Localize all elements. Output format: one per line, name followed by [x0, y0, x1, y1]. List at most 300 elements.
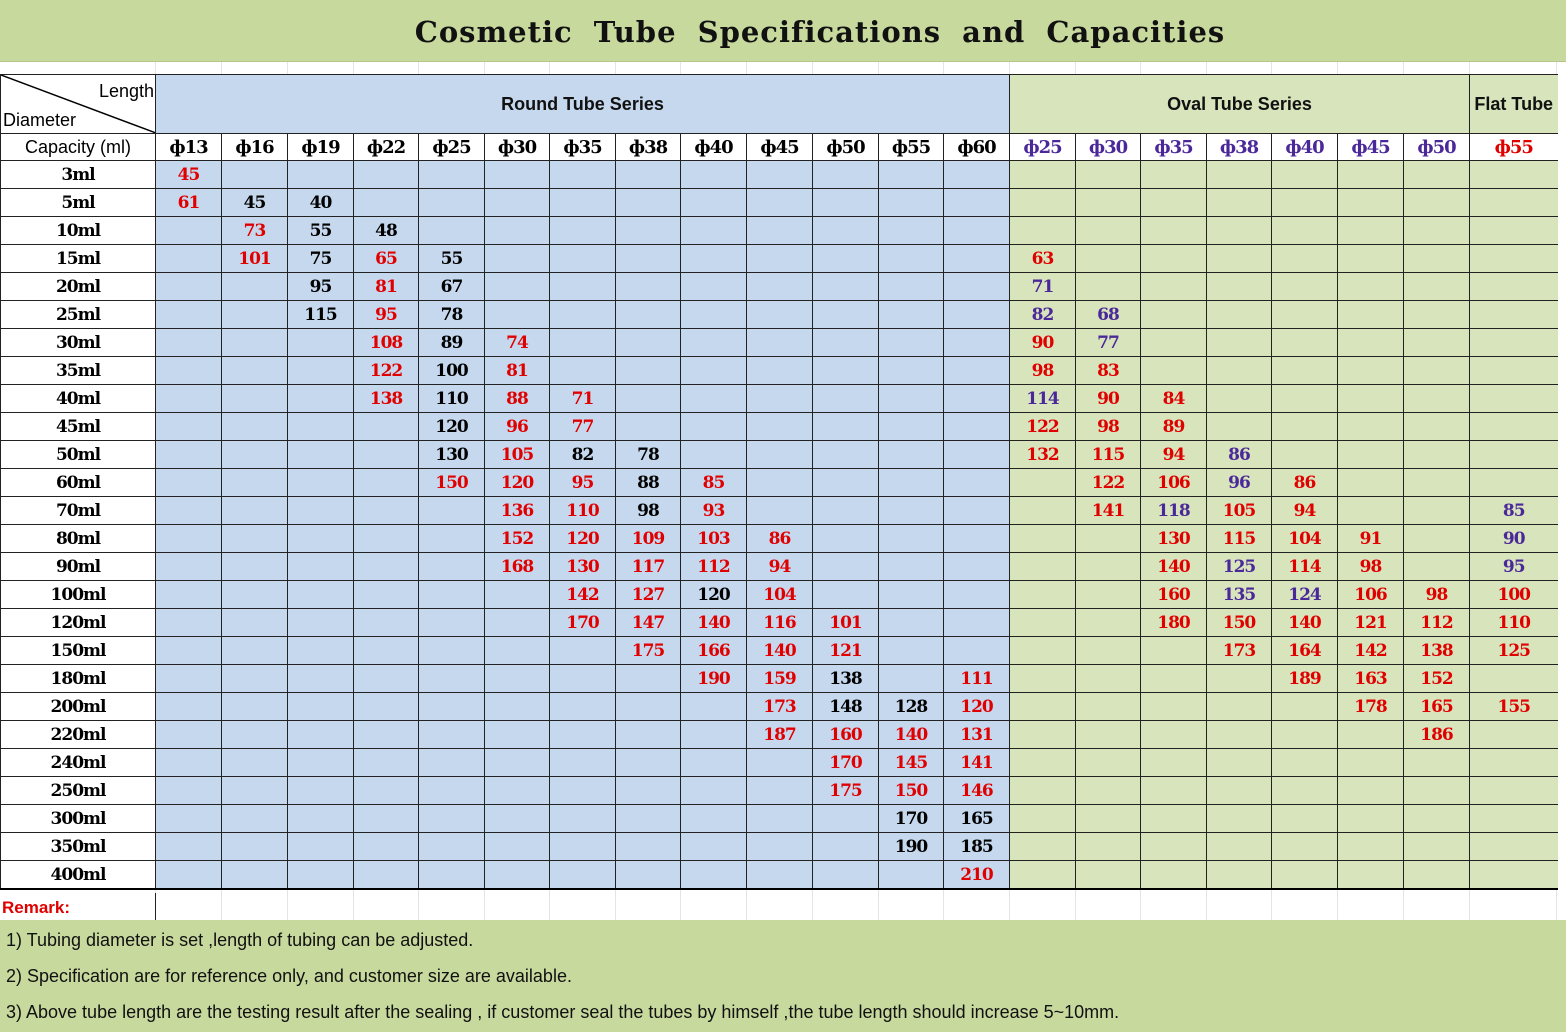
- round-length-cell: [681, 161, 747, 189]
- oval-length-cell: [1076, 805, 1141, 833]
- table-row: [1, 329, 1558, 357]
- oval-length-cell: [1141, 273, 1207, 301]
- round-length-cell: 88: [485, 385, 550, 413]
- flat-length-cell: 110: [1470, 609, 1558, 637]
- title-bar: [0, 0, 1566, 62]
- round-length-cell: [747, 861, 813, 890]
- oval-length-cell: [1076, 861, 1141, 890]
- oval-length-cell: [1338, 273, 1404, 301]
- flat-length-cell: [1470, 805, 1558, 833]
- round-length-cell: 111: [944, 665, 1010, 693]
- round-length-cell: [550, 665, 616, 693]
- round-length-cell: 85: [681, 469, 747, 497]
- oval-length-cell: [1207, 721, 1272, 749]
- round-length-cell: [879, 273, 944, 301]
- round-length-cell: [944, 273, 1010, 301]
- round-length-cell: 109: [616, 525, 681, 553]
- round-length-cell: [354, 469, 419, 497]
- flat-length-cell: [1470, 665, 1558, 693]
- round-length-cell: [944, 637, 1010, 665]
- oval-length-cell: [1141, 721, 1207, 749]
- round-length-cell: 122: [354, 357, 419, 385]
- round-length-cell: [813, 357, 879, 385]
- round-length-cell: [681, 721, 747, 749]
- round-length-cell: [944, 609, 1010, 637]
- round-length-cell: [354, 609, 419, 637]
- oval-length-cell: [1076, 637, 1141, 665]
- oval-length-cell: 90: [1076, 385, 1141, 413]
- oval-diameter-header: ф40: [1272, 134, 1338, 161]
- table-row: [1, 609, 1558, 637]
- oval-length-cell: 138: [1404, 637, 1470, 665]
- round-length-cell: [222, 553, 288, 581]
- round-length-cell: 120: [550, 525, 616, 553]
- flat-diameter-header: ф55: [1470, 134, 1558, 161]
- oval-length-cell: [1076, 217, 1141, 245]
- round-length-cell: [156, 861, 222, 890]
- round-length-cell: 115: [288, 301, 354, 329]
- oval-length-cell: 114: [1272, 553, 1338, 581]
- round-length-cell: [879, 329, 944, 357]
- round-length-cell: [813, 161, 879, 189]
- round-length-cell: 108: [354, 329, 419, 357]
- round-length-cell: [485, 273, 550, 301]
- round-length-cell: 45: [222, 189, 288, 217]
- table-row: [1, 749, 1558, 777]
- round-length-cell: 40: [288, 189, 354, 217]
- round-length-cell: [879, 301, 944, 329]
- oval-length-cell: 186: [1404, 721, 1470, 749]
- oval-length-cell: [1272, 189, 1338, 217]
- capacity-cell: 10ml: [1, 217, 156, 245]
- oval-length-cell: [1141, 665, 1207, 693]
- round-length-cell: [222, 581, 288, 609]
- oval-length-cell: [1010, 553, 1076, 581]
- capacity-cell: 90ml: [1, 553, 156, 581]
- round-length-cell: [485, 189, 550, 217]
- round-length-cell: [419, 721, 485, 749]
- oval-length-cell: 63: [1010, 245, 1076, 273]
- oval-length-cell: [1076, 161, 1141, 189]
- round-length-cell: [156, 609, 222, 637]
- round-length-cell: [288, 525, 354, 553]
- round-length-cell: [354, 441, 419, 469]
- round-length-cell: [485, 245, 550, 273]
- round-length-cell: 65: [354, 245, 419, 273]
- round-length-cell: [879, 245, 944, 273]
- oval-length-cell: [1207, 273, 1272, 301]
- round-length-cell: [550, 329, 616, 357]
- oval-length-cell: [1141, 189, 1207, 217]
- round-length-cell: 78: [616, 441, 681, 469]
- round-length-cell: 120: [681, 581, 747, 609]
- round-length-cell: 55: [419, 245, 485, 273]
- capacity-cell: 35ml: [1, 357, 156, 385]
- round-length-cell: [354, 805, 419, 833]
- round-length-cell: [747, 273, 813, 301]
- oval-length-cell: 189: [1272, 665, 1338, 693]
- round-length-cell: [879, 385, 944, 413]
- round-length-cell: [616, 329, 681, 357]
- table-row: [1, 245, 1558, 273]
- round-length-cell: [288, 357, 354, 385]
- oval-length-cell: [1338, 777, 1404, 805]
- round-length-cell: [354, 413, 419, 441]
- round-diameter-header: ф16: [222, 134, 288, 161]
- capacity-cell: 3ml: [1, 161, 156, 189]
- round-length-cell: [616, 273, 681, 301]
- oval-length-cell: 96: [1207, 469, 1272, 497]
- round-length-cell: 175: [813, 777, 879, 805]
- round-length-cell: 96: [485, 413, 550, 441]
- capacity-cell: 45ml: [1, 413, 156, 441]
- round-length-cell: [747, 805, 813, 833]
- round-length-cell: [354, 581, 419, 609]
- round-diameter-header: ф22: [354, 134, 419, 161]
- round-length-cell: [222, 665, 288, 693]
- round-length-cell: [944, 217, 1010, 245]
- round-length-cell: 130: [550, 553, 616, 581]
- oval-length-cell: [1404, 273, 1470, 301]
- round-length-cell: [485, 861, 550, 890]
- table-row: [1, 721, 1558, 749]
- round-length-cell: [485, 581, 550, 609]
- oval-length-cell: [1404, 189, 1470, 217]
- oval-length-cell: [1207, 329, 1272, 357]
- round-diameter-header: ф55: [879, 134, 944, 161]
- round-length-cell: [616, 833, 681, 861]
- table-row: [1, 189, 1558, 217]
- round-length-cell: [222, 301, 288, 329]
- round-length-cell: [879, 497, 944, 525]
- oval-length-cell: [1076, 665, 1141, 693]
- flat-length-cell: [1470, 385, 1558, 413]
- oval-length-cell: [1272, 441, 1338, 469]
- oval-length-cell: 112: [1404, 609, 1470, 637]
- round-length-cell: [419, 749, 485, 777]
- round-length-cell: [813, 861, 879, 890]
- oval-length-cell: 152: [1404, 665, 1470, 693]
- round-length-cell: 140: [681, 609, 747, 637]
- round-length-cell: [944, 329, 1010, 357]
- oval-length-cell: [1338, 861, 1404, 890]
- round-length-cell: 150: [419, 469, 485, 497]
- oval-length-cell: [1404, 861, 1470, 890]
- round-length-cell: [419, 665, 485, 693]
- oval-length-cell: [1010, 217, 1076, 245]
- capacity-cell: 180ml: [1, 665, 156, 693]
- round-length-cell: [747, 189, 813, 217]
- round-length-cell: [419, 497, 485, 525]
- round-length-cell: 81: [485, 357, 550, 385]
- oval-length-cell: [1404, 469, 1470, 497]
- round-length-cell: [222, 833, 288, 861]
- oval-length-cell: [1338, 441, 1404, 469]
- oval-length-cell: [1141, 833, 1207, 861]
- oval-length-cell: 105: [1207, 497, 1272, 525]
- round-diameter-header: ф19: [288, 134, 354, 161]
- round-length-cell: [879, 441, 944, 469]
- round-length-cell: 117: [616, 553, 681, 581]
- oval-length-cell: [1207, 245, 1272, 273]
- oval-length-cell: [1076, 693, 1141, 721]
- round-length-cell: [156, 385, 222, 413]
- capacity-cell: 70ml: [1, 497, 156, 525]
- table-row: [1, 217, 1558, 245]
- round-length-cell: [485, 637, 550, 665]
- oval-length-cell: [1141, 329, 1207, 357]
- round-length-cell: 142: [550, 581, 616, 609]
- oval-length-cell: [1272, 413, 1338, 441]
- round-length-cell: [288, 441, 354, 469]
- round-length-cell: [813, 385, 879, 413]
- round-length-cell: [485, 665, 550, 693]
- round-length-cell: [485, 161, 550, 189]
- round-length-cell: [288, 777, 354, 805]
- oval-length-cell: [1272, 693, 1338, 721]
- round-series-header: Round Tube Series: [156, 75, 1010, 134]
- oval-diameter-header: ф50: [1404, 134, 1470, 161]
- oval-length-cell: [1141, 805, 1207, 833]
- oval-length-cell: [1010, 609, 1076, 637]
- oval-length-cell: [1404, 525, 1470, 553]
- oval-length-cell: 104: [1272, 525, 1338, 553]
- round-length-cell: [616, 805, 681, 833]
- round-length-cell: [354, 553, 419, 581]
- table-row: [1, 273, 1558, 301]
- round-length-cell: [616, 693, 681, 721]
- flat-length-cell: [1470, 469, 1558, 497]
- round-length-cell: 86: [747, 525, 813, 553]
- round-diameter-header: ф30: [485, 134, 550, 161]
- round-length-cell: [747, 329, 813, 357]
- round-length-cell: [879, 581, 944, 609]
- round-length-cell: [156, 497, 222, 525]
- round-length-cell: 98: [616, 497, 681, 525]
- round-length-cell: 187: [747, 721, 813, 749]
- round-length-cell: [222, 273, 288, 301]
- oval-length-cell: [1207, 693, 1272, 721]
- flat-length-cell: [1470, 189, 1558, 217]
- oval-length-cell: [1141, 693, 1207, 721]
- round-length-cell: [222, 805, 288, 833]
- oval-diameter-header: ф45: [1338, 134, 1404, 161]
- table-row: [1, 833, 1558, 861]
- oval-length-cell: [1272, 217, 1338, 245]
- table-row: [1, 525, 1558, 553]
- oval-length-cell: [1141, 357, 1207, 385]
- round-length-cell: [222, 469, 288, 497]
- round-length-cell: [288, 721, 354, 749]
- oval-length-cell: [1272, 833, 1338, 861]
- oval-length-cell: [1404, 245, 1470, 273]
- oval-length-cell: [1010, 665, 1076, 693]
- round-length-cell: [747, 161, 813, 189]
- oval-length-cell: [1272, 245, 1338, 273]
- oval-length-cell: [1010, 189, 1076, 217]
- round-length-cell: [944, 581, 1010, 609]
- round-length-cell: [354, 525, 419, 553]
- round-length-cell: 67: [419, 273, 485, 301]
- oval-length-cell: [1272, 805, 1338, 833]
- round-length-cell: [747, 385, 813, 413]
- round-length-cell: [879, 469, 944, 497]
- note-2: 2) Specification are for reference only, and customer size are available.: [6, 966, 572, 986]
- oval-length-cell: 98: [1076, 413, 1141, 441]
- round-diameter-header: ф38: [616, 134, 681, 161]
- oval-length-cell: [1338, 189, 1404, 217]
- round-length-cell: [156, 749, 222, 777]
- round-length-cell: [485, 693, 550, 721]
- capacity-cell: 40ml: [1, 385, 156, 413]
- round-length-cell: 168: [485, 553, 550, 581]
- round-length-cell: [681, 301, 747, 329]
- round-length-cell: [944, 441, 1010, 469]
- round-length-cell: [550, 861, 616, 890]
- oval-length-cell: [1272, 301, 1338, 329]
- round-length-cell: 160: [813, 721, 879, 749]
- round-length-cell: [156, 553, 222, 581]
- capacity-cell: 25ml: [1, 301, 156, 329]
- round-length-cell: 170: [813, 749, 879, 777]
- round-length-cell: [944, 497, 1010, 525]
- oval-length-cell: 106: [1141, 469, 1207, 497]
- round-length-cell: [550, 161, 616, 189]
- oval-length-cell: [1272, 161, 1338, 189]
- round-length-cell: [222, 413, 288, 441]
- round-length-cell: 190: [681, 665, 747, 693]
- round-length-cell: [485, 217, 550, 245]
- round-length-cell: [813, 553, 879, 581]
- round-length-cell: [156, 721, 222, 749]
- round-length-cell: [419, 189, 485, 217]
- round-length-cell: [419, 217, 485, 245]
- round-length-cell: 93: [681, 497, 747, 525]
- round-length-cell: [288, 805, 354, 833]
- oval-length-cell: 160: [1141, 581, 1207, 609]
- oval-length-cell: [1338, 357, 1404, 385]
- oval-length-cell: [1141, 637, 1207, 665]
- round-length-cell: [681, 805, 747, 833]
- round-length-cell: [813, 301, 879, 329]
- round-length-cell: [550, 693, 616, 721]
- flat-tube-header: Flat Tube: [1470, 75, 1558, 134]
- table-row: [1, 637, 1558, 665]
- oval-length-cell: [1404, 553, 1470, 581]
- round-length-cell: [222, 721, 288, 749]
- round-length-cell: [156, 665, 222, 693]
- corner-header: [1, 75, 156, 134]
- oval-length-cell: [1338, 833, 1404, 861]
- round-length-cell: 101: [222, 245, 288, 273]
- oval-length-cell: 122: [1010, 413, 1076, 441]
- note-3: 3) Above tube length are the testing result after the sealing , if customer seal the tubes by himself ,the tube length should increase 5~10mm.: [6, 1002, 1120, 1022]
- oval-length-cell: 77: [1076, 329, 1141, 357]
- oval-length-cell: 164: [1272, 637, 1338, 665]
- oval-length-cell: [1272, 721, 1338, 749]
- oval-length-cell: [1404, 833, 1470, 861]
- round-length-cell: [156, 357, 222, 385]
- oval-length-cell: 140: [1141, 553, 1207, 581]
- table-row: [1, 497, 1558, 525]
- table-row: [1, 693, 1558, 721]
- oval-length-cell: [1272, 357, 1338, 385]
- round-length-cell: [813, 833, 879, 861]
- round-length-cell: [944, 245, 1010, 273]
- round-length-cell: [813, 329, 879, 357]
- round-length-cell: 190: [879, 833, 944, 861]
- spec-table: [0, 74, 1558, 890]
- table-row: [1, 861, 1558, 890]
- round-length-cell: [288, 609, 354, 637]
- round-diameter-header: ф50: [813, 134, 879, 161]
- round-length-cell: 88: [616, 469, 681, 497]
- oval-length-cell: [1141, 861, 1207, 890]
- oval-length-cell: 84: [1141, 385, 1207, 413]
- round-length-cell: [156, 581, 222, 609]
- round-length-cell: 55: [288, 217, 354, 245]
- oval-length-cell: 94: [1272, 497, 1338, 525]
- round-length-cell: 73: [222, 217, 288, 245]
- oval-length-cell: 125: [1207, 553, 1272, 581]
- round-length-cell: [747, 301, 813, 329]
- oval-length-cell: 98: [1338, 553, 1404, 581]
- round-length-cell: 130: [419, 441, 485, 469]
- round-length-cell: [550, 805, 616, 833]
- round-length-cell: 78: [419, 301, 485, 329]
- round-length-cell: [288, 665, 354, 693]
- round-length-cell: [222, 497, 288, 525]
- round-length-cell: [616, 301, 681, 329]
- capacity-cell: 250ml: [1, 777, 156, 805]
- table-row: [1, 161, 1558, 189]
- round-length-cell: [222, 357, 288, 385]
- round-length-cell: [354, 665, 419, 693]
- round-length-cell: [288, 861, 354, 890]
- round-length-cell: [485, 721, 550, 749]
- oval-length-cell: 91: [1338, 525, 1404, 553]
- round-length-cell: [419, 161, 485, 189]
- round-length-cell: [616, 189, 681, 217]
- capacity-header: Capacity (ml): [1, 134, 156, 161]
- oval-length-cell: [1404, 497, 1470, 525]
- oval-length-cell: [1076, 553, 1141, 581]
- round-length-cell: 170: [879, 805, 944, 833]
- oval-length-cell: 98: [1404, 581, 1470, 609]
- round-length-cell: [747, 777, 813, 805]
- oval-length-cell: [1207, 833, 1272, 861]
- round-length-cell: [222, 749, 288, 777]
- oval-length-cell: [1272, 749, 1338, 777]
- round-length-cell: 71: [550, 385, 616, 413]
- flat-length-cell: 90: [1470, 525, 1558, 553]
- round-length-cell: 45: [156, 161, 222, 189]
- capacity-cell: 400ml: [1, 861, 156, 890]
- oval-length-cell: 83: [1076, 357, 1141, 385]
- table-row: [1, 301, 1558, 329]
- round-length-cell: [156, 469, 222, 497]
- round-length-cell: [354, 497, 419, 525]
- capacity-cell: 200ml: [1, 693, 156, 721]
- table-row: [1, 441, 1558, 469]
- round-length-cell: [156, 301, 222, 329]
- round-length-cell: [550, 777, 616, 805]
- round-length-cell: 48: [354, 217, 419, 245]
- round-length-cell: [813, 273, 879, 301]
- round-length-cell: [156, 777, 222, 805]
- round-diameter-header: ф40: [681, 134, 747, 161]
- oval-length-cell: 141: [1076, 497, 1141, 525]
